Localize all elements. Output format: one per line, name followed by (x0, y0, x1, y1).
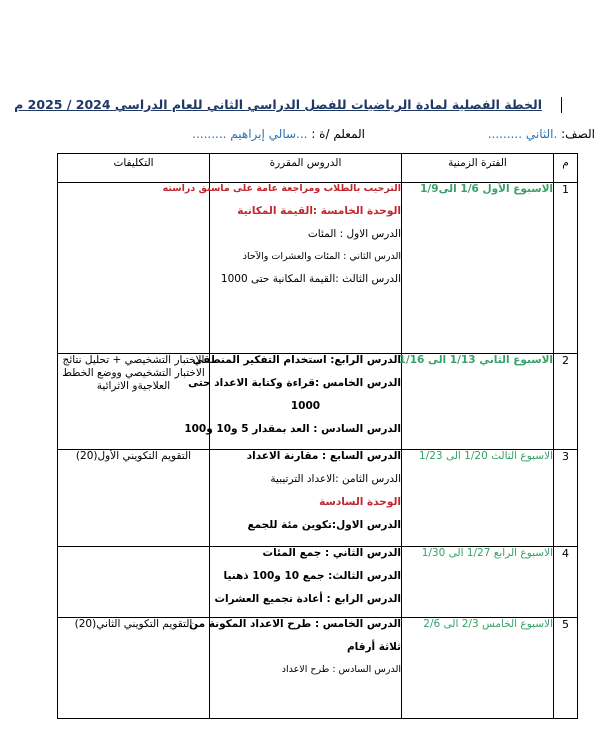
plan-table (57, 153, 578, 719)
table-row (58, 354, 578, 450)
lesson-line: الدرس الرابع : أعادة تجميع العشرات (214, 593, 401, 605)
row-number: 4 (554, 547, 578, 618)
lesson-line: الدرس السابع : مقارنة الاعداد (246, 450, 401, 462)
week-period: الاسبوع الثاني 1/13 الى 1/16 (402, 354, 554, 450)
page-title: الخطة الفصلية لمادة الرياضيات للفصل الدراسي الثاني للعام الدراسي 2024 / 2025 م (14, 97, 542, 112)
lessons-cell (189, 618, 402, 719)
lessons-cell (210, 547, 402, 618)
lesson-line: الدرس الاول : المئات (307, 228, 401, 240)
title-bar (14, 95, 572, 117)
week-period: الاسبوع الرابع 1/27 الى 1/30 (402, 547, 554, 618)
lesson-line: الدرس الرابع: استخدام التفكير المنطقي (192, 354, 401, 366)
lessons-cell (162, 183, 402, 354)
column-header-num: م (554, 154, 578, 183)
class-label: الصف: (561, 127, 595, 141)
teacher-label: المعلم /ة : (311, 127, 365, 141)
week-period: الاسبوع الخامس 2/3 الى 2/6 (402, 618, 554, 719)
lesson-line: الدرس الخامس :قراءة وكتابة الاعداد حتى (188, 377, 401, 389)
lesson-line: الدرس الخامس : طرح الاعداد المكونة من (189, 618, 401, 630)
column-header-lessons: الدروس المقررة (210, 154, 402, 183)
tasks-cell (58, 547, 210, 618)
lesson-line: الدرس الثالث: جمع 10 و100 ذهنيا (223, 570, 401, 582)
lesson-line: الترحيب بالطلاب ومراجعة عامة على ماسبق دراسته (162, 183, 401, 194)
table-row (58, 183, 578, 354)
lesson-line: الدرس الثاني : المئات والعشرات والآحاد (242, 251, 401, 262)
lesson-line: الدرس الاول:تكوين مئة للجمع (247, 519, 401, 531)
lesson-line: 1000 (290, 400, 321, 412)
tasks-cell: التقويم التكويني الثاني(20) (58, 618, 210, 719)
week-period: الاسبوع الأول 1/6 الى1/9 (402, 183, 554, 354)
lesson-line: الدرس الثاني : جمع المئات (262, 547, 401, 559)
teacher-value: ...سالي إبراهيم ......... (192, 127, 308, 141)
column-header-period: الفترة الزمنية (402, 154, 554, 183)
table-row (58, 547, 578, 618)
lesson-line: الدرس الثالث :القيمة المكانية حتى 1000 (220, 273, 401, 285)
lesson-line: الدرس الثامن :الاعداد الترتيبية (270, 473, 401, 485)
row-number: 5 (554, 618, 578, 719)
row-number: 2 (554, 354, 578, 450)
teacher-field (192, 127, 365, 141)
week-period: الاسبوع الثالث 1/20 الى 1/23 (402, 450, 554, 547)
row-number: 1 (554, 183, 578, 354)
column-header-tasks: التكليفات (58, 154, 210, 183)
table-row (58, 450, 578, 547)
tasks-cell (58, 183, 210, 354)
tasks-cell: التقويم التكويني الأول(20) (58, 450, 210, 547)
class-field (488, 127, 595, 141)
lesson-line: الدرس السادس : طرح الاعداد (281, 664, 401, 675)
lesson-line: ثلاثة أرقام (346, 641, 401, 653)
lesson-line: الوحدة السادسة (319, 496, 401, 508)
lesson-line: الدرس السادس : العد بمقدار 5 و10 و100 (184, 423, 401, 435)
row-number: 3 (554, 450, 578, 547)
class-value: .الثاني ......... (487, 127, 558, 141)
text-cursor (561, 97, 562, 113)
tasks-cell: الاختبار التشخيصي + تحليل نتائج الاختبار التشخيصي ووضع الخطط العلاجيةو الاثرائية (58, 354, 210, 450)
lessons-cell (210, 450, 402, 547)
lesson-line: الوحدة الخامسة :القيمة المكانية (237, 205, 401, 217)
meta-row (55, 127, 595, 147)
lessons-cell (184, 354, 402, 450)
table-row (58, 618, 578, 719)
table-header-row (58, 154, 578, 183)
